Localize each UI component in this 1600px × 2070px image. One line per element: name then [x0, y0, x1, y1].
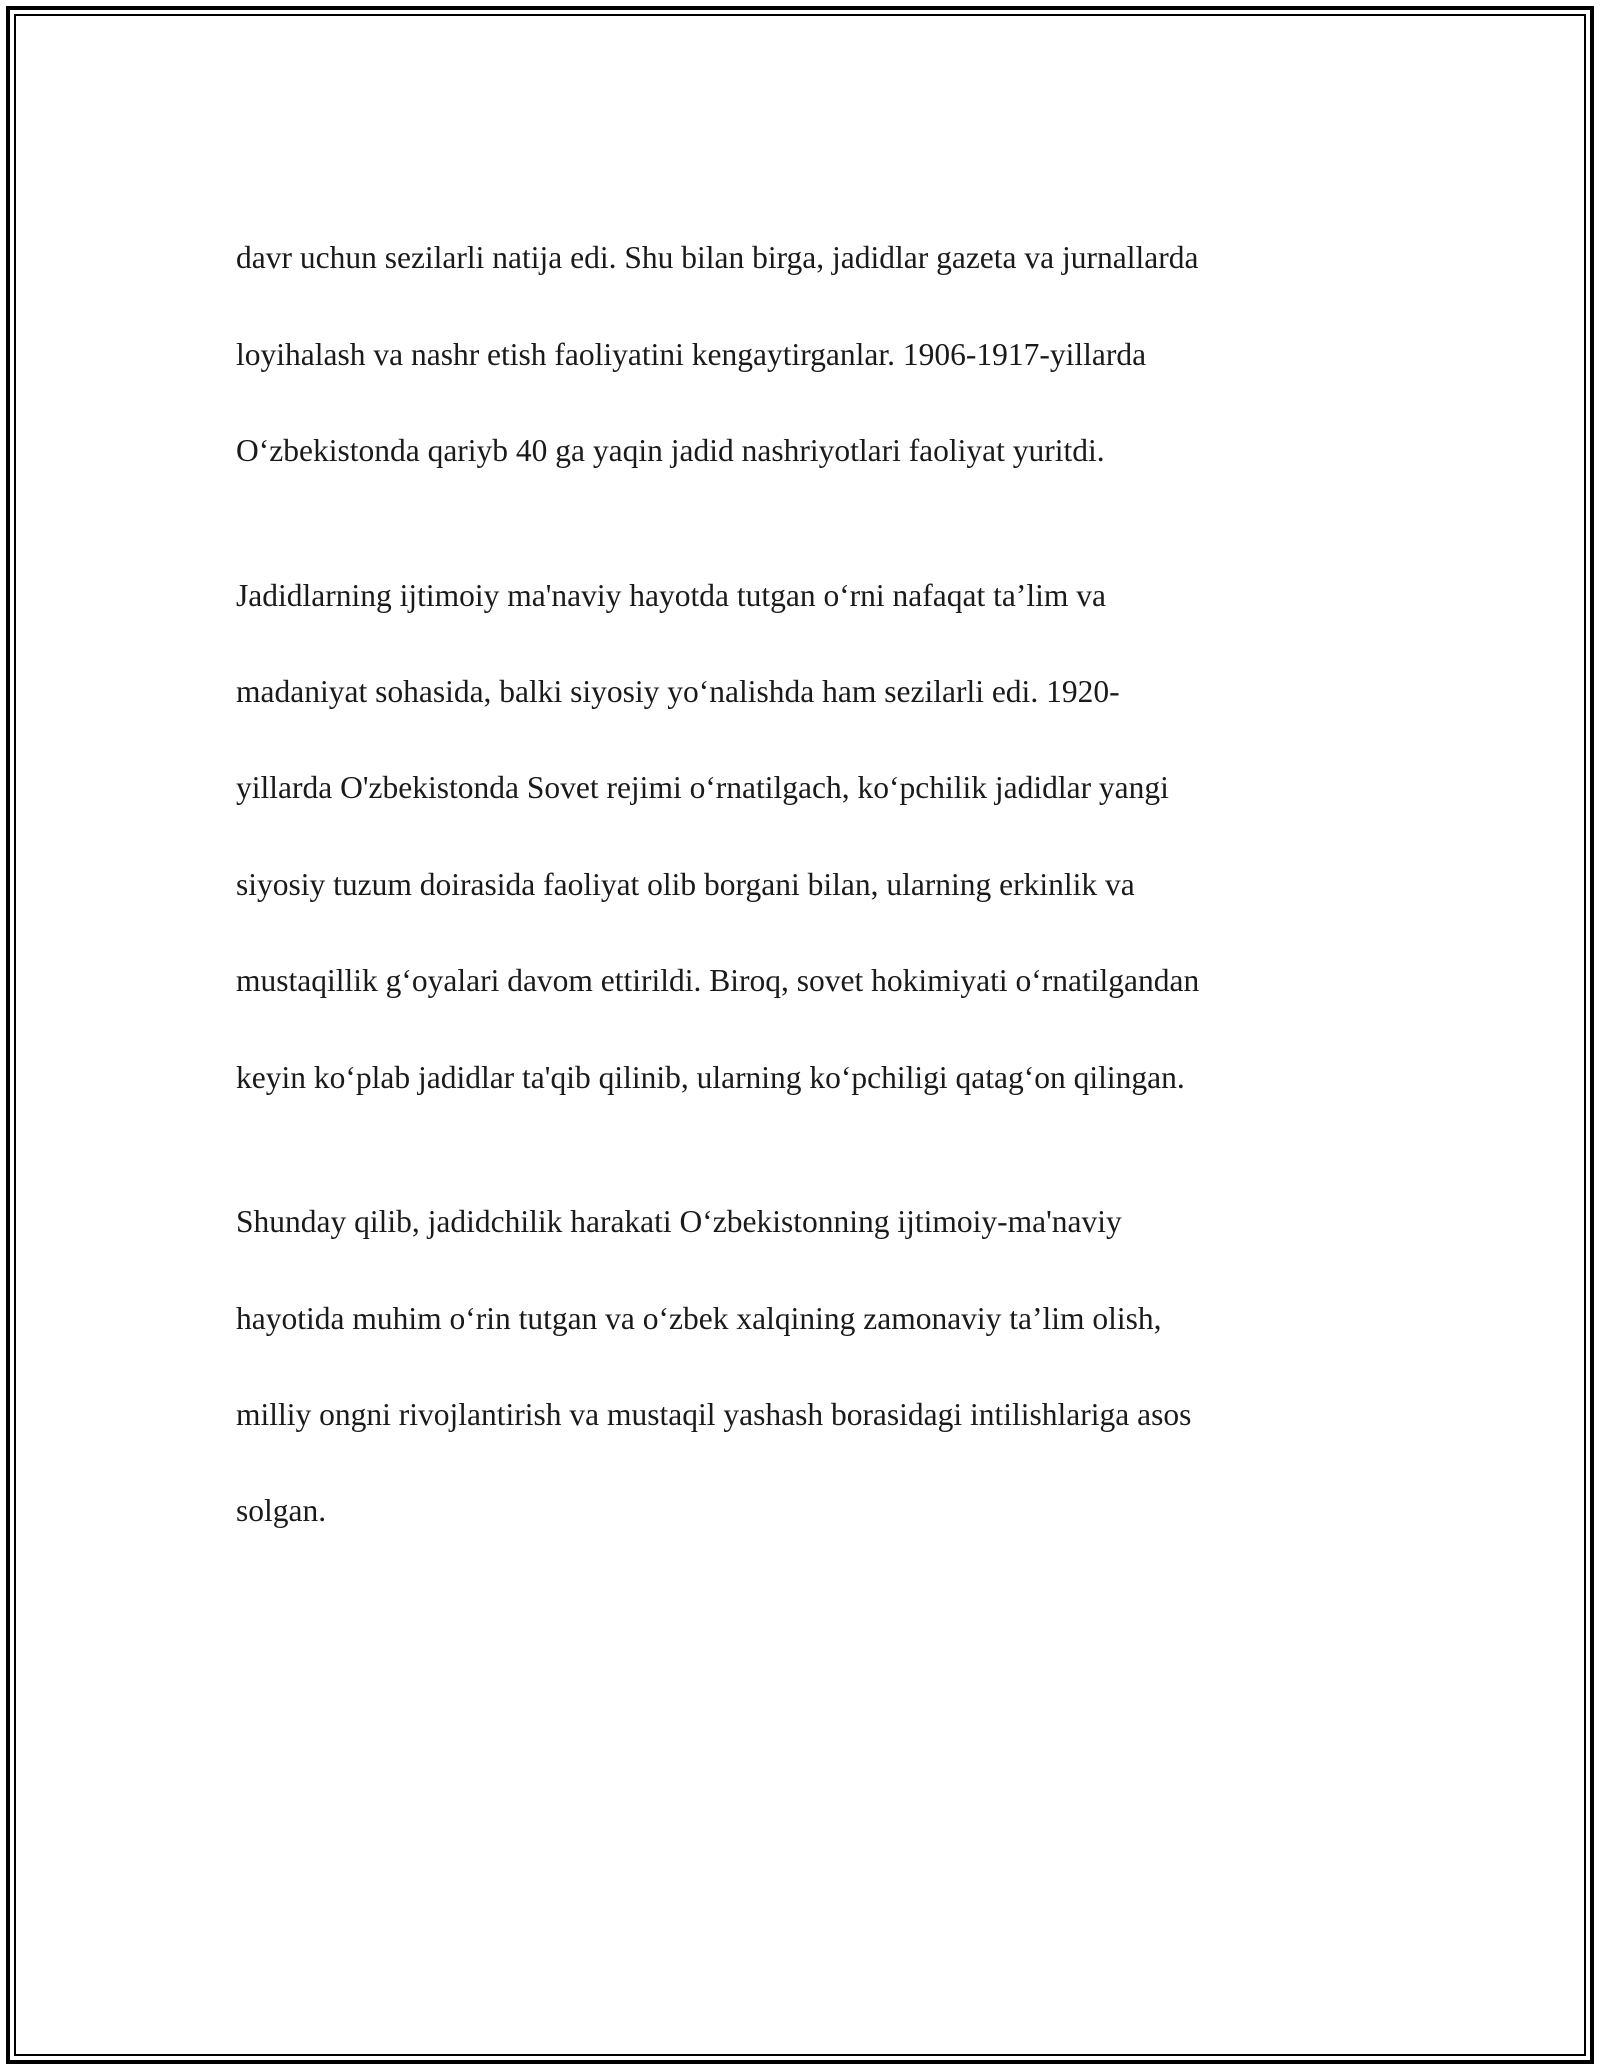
text-line: mustaqillik g‘oyalari davom ettirildi. Biroq, sovet hokimiyati o‘rnatilgandan — [236, 963, 1200, 999]
text-line: siyosiy tuzum doirasida faoliyat olib borgani bilan, ularning erkinlik va — [236, 866, 1135, 902]
text-line: O‘zbekistonda qariyb 40 ga yaqin jadid nashriyotlari faoliyat yuritdi. — [236, 433, 1105, 469]
text-line: hayotida muhim o‘rin tutgan va o‘zbek xalqining zamonaviy ta’lim olish, — [236, 1300, 1162, 1336]
text-line: solgan. — [236, 1493, 327, 1529]
text-line: Shunday qilib, jadidchilik harakati O‘zbekistonning ijtimoiy-ma'naviy — [236, 1204, 1122, 1240]
paragraph-2 — [236, 523, 1376, 1101]
text-line: madaniyat sohasida, balki siyosiy yo‘nalishda ham sezilarli edi. 1920- — [236, 674, 1120, 710]
text-line: Jadidlarning ijtimoiy ma'naviy hayotda tutgan o‘rni nafaqat ta’lim va — [236, 577, 1106, 613]
text-line: loyihalash va nashr etish faoliyatini kengaytirganlar. 1906-1917-yillarda — [236, 336, 1147, 372]
paragraph-3 — [236, 1150, 1376, 1536]
text-line: yillarda O'zbekistonda Sovet rejimi o‘rnatilgach, ko‘pchilik jadidlar yangi — [236, 770, 1169, 806]
text-line: keyin ko‘plab jadidlar ta'qib qilinib, ularning ko‘pchiligi qatag‘on qilingan. — [236, 1059, 1185, 1095]
paragraph-1 — [236, 186, 1376, 475]
text-line: milliy ongni rivojlantirish va mustaqil yashash borasidagi intilishlariga asos — [236, 1397, 1192, 1433]
text-line: davr uchun sezilarli natija edi. Shu bilan birga, jadidlar gazeta va jurnallarda — [236, 240, 1199, 276]
document-body — [236, 186, 1376, 1584]
